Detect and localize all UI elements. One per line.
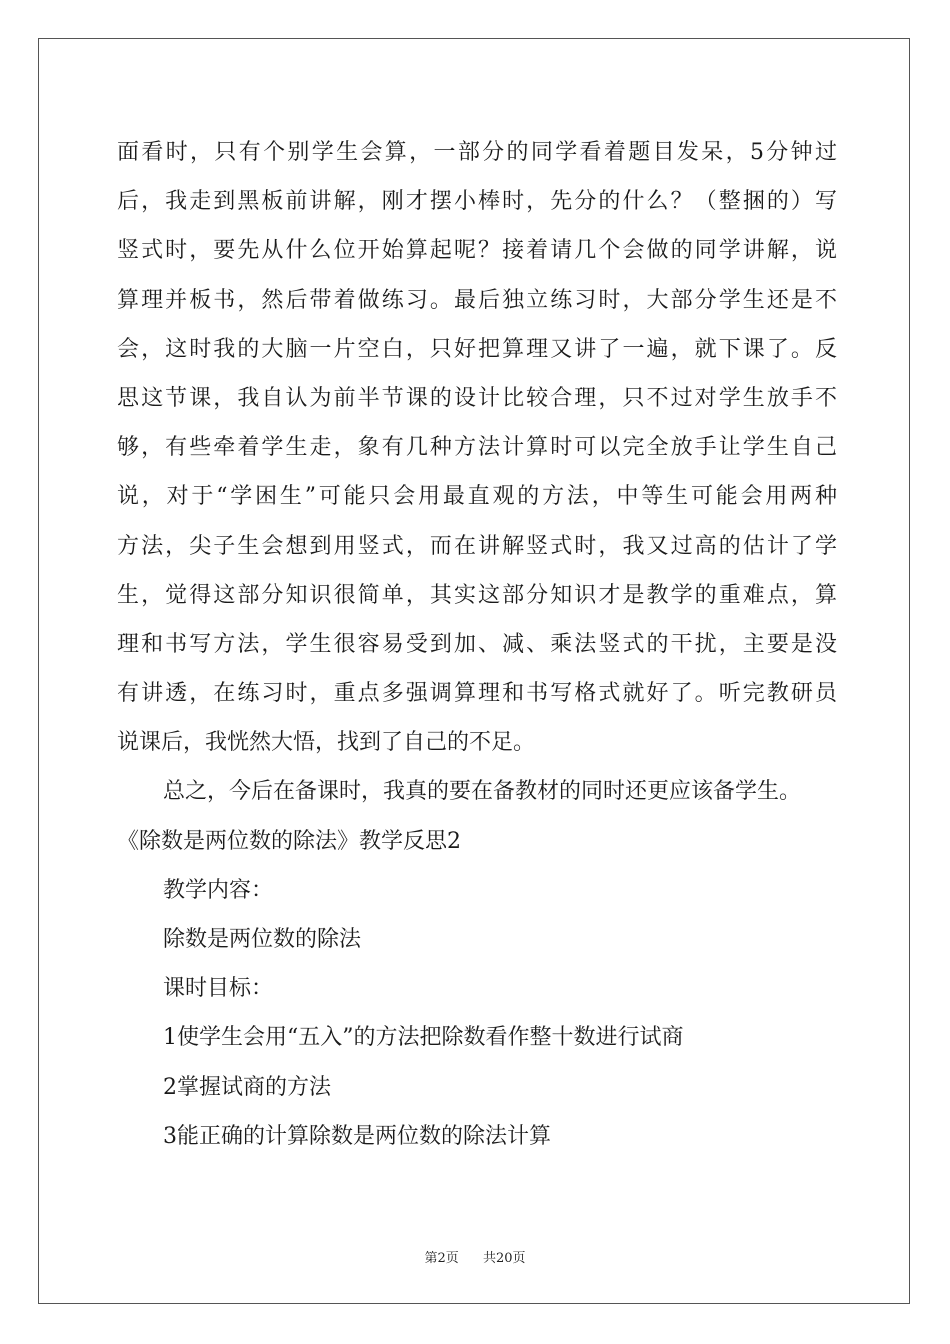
text-line: 面看时，只有个别学生会算，一部分的同学看着题目发呆，5分钟过 xyxy=(117,140,837,165)
text-line: 后，我走到黑板前讲解，刚才摆小棒时，先分的什么？（整捆的）写 xyxy=(117,189,837,215)
text-line: 有讲透，在练习时，重点多强调算理和书写格式就好了。听完教研员 xyxy=(117,681,837,707)
text-line: 说，对于“学困生”可能只会用最直观的方法，中等生可能会用两种 xyxy=(117,484,837,510)
text-line: 方法，尖子生会想到用竖式，而在讲解竖式时，我又过高的估计了学 xyxy=(117,533,837,559)
goal-item: 3能正确的计算除数是两位数的除法计算 xyxy=(163,1123,551,1149)
page-footer xyxy=(0,1247,950,1266)
text-line: 说课后，我恍然大悟，找到了自己的不足。 xyxy=(117,730,536,756)
text-line: 理和书写方法，学生很容易受到加、减、乘法竖式的干扰，主要是没 xyxy=(117,631,837,657)
text-line: 算理并板书，然后带着做练习。最后独立练习时，大部分学生还是不 xyxy=(117,287,837,313)
paragraph-summary: 总之，今后在备课时，我真的要在备教材的同时还更应该备学生。 xyxy=(163,779,802,805)
total-pages: 共20页 xyxy=(483,1251,526,1266)
text-line: 够，有些牵着学生走，象有几种方法计算时可以完全放手让学生自己 xyxy=(117,435,837,461)
document-body xyxy=(117,128,837,1161)
text-line: 会，这时我的大脑一片空白，只好把算理又讲了一遍，就下课了。反 xyxy=(117,336,837,362)
teaching-content-heading: 教学内容： xyxy=(163,877,274,903)
text-line: 生，觉得这部分知识很简单，其实这部分知识才是教学的重难点，算 xyxy=(117,582,837,608)
text-line: 竖式时，要先从什么位开始算起呢？接着请几个会做的同学讲解，说 xyxy=(117,238,837,264)
page-number: 第2页 xyxy=(424,1251,459,1266)
lesson-goals-heading: 课时目标： xyxy=(163,976,274,1002)
text-line: 思这节课，我自认为前半节课的设计比较合理，只不过对学生放手不 xyxy=(117,385,837,411)
goal-item: 1使学生会用“五入”的方法把除数看作整十数进行试商 xyxy=(163,1025,684,1051)
section-title: 《除数是两位数的除法》教学反思2 xyxy=(117,828,461,854)
goal-item: 2掌握试商的方法 xyxy=(163,1074,331,1100)
teaching-content-text: 除数是两位数的除法 xyxy=(163,927,362,952)
